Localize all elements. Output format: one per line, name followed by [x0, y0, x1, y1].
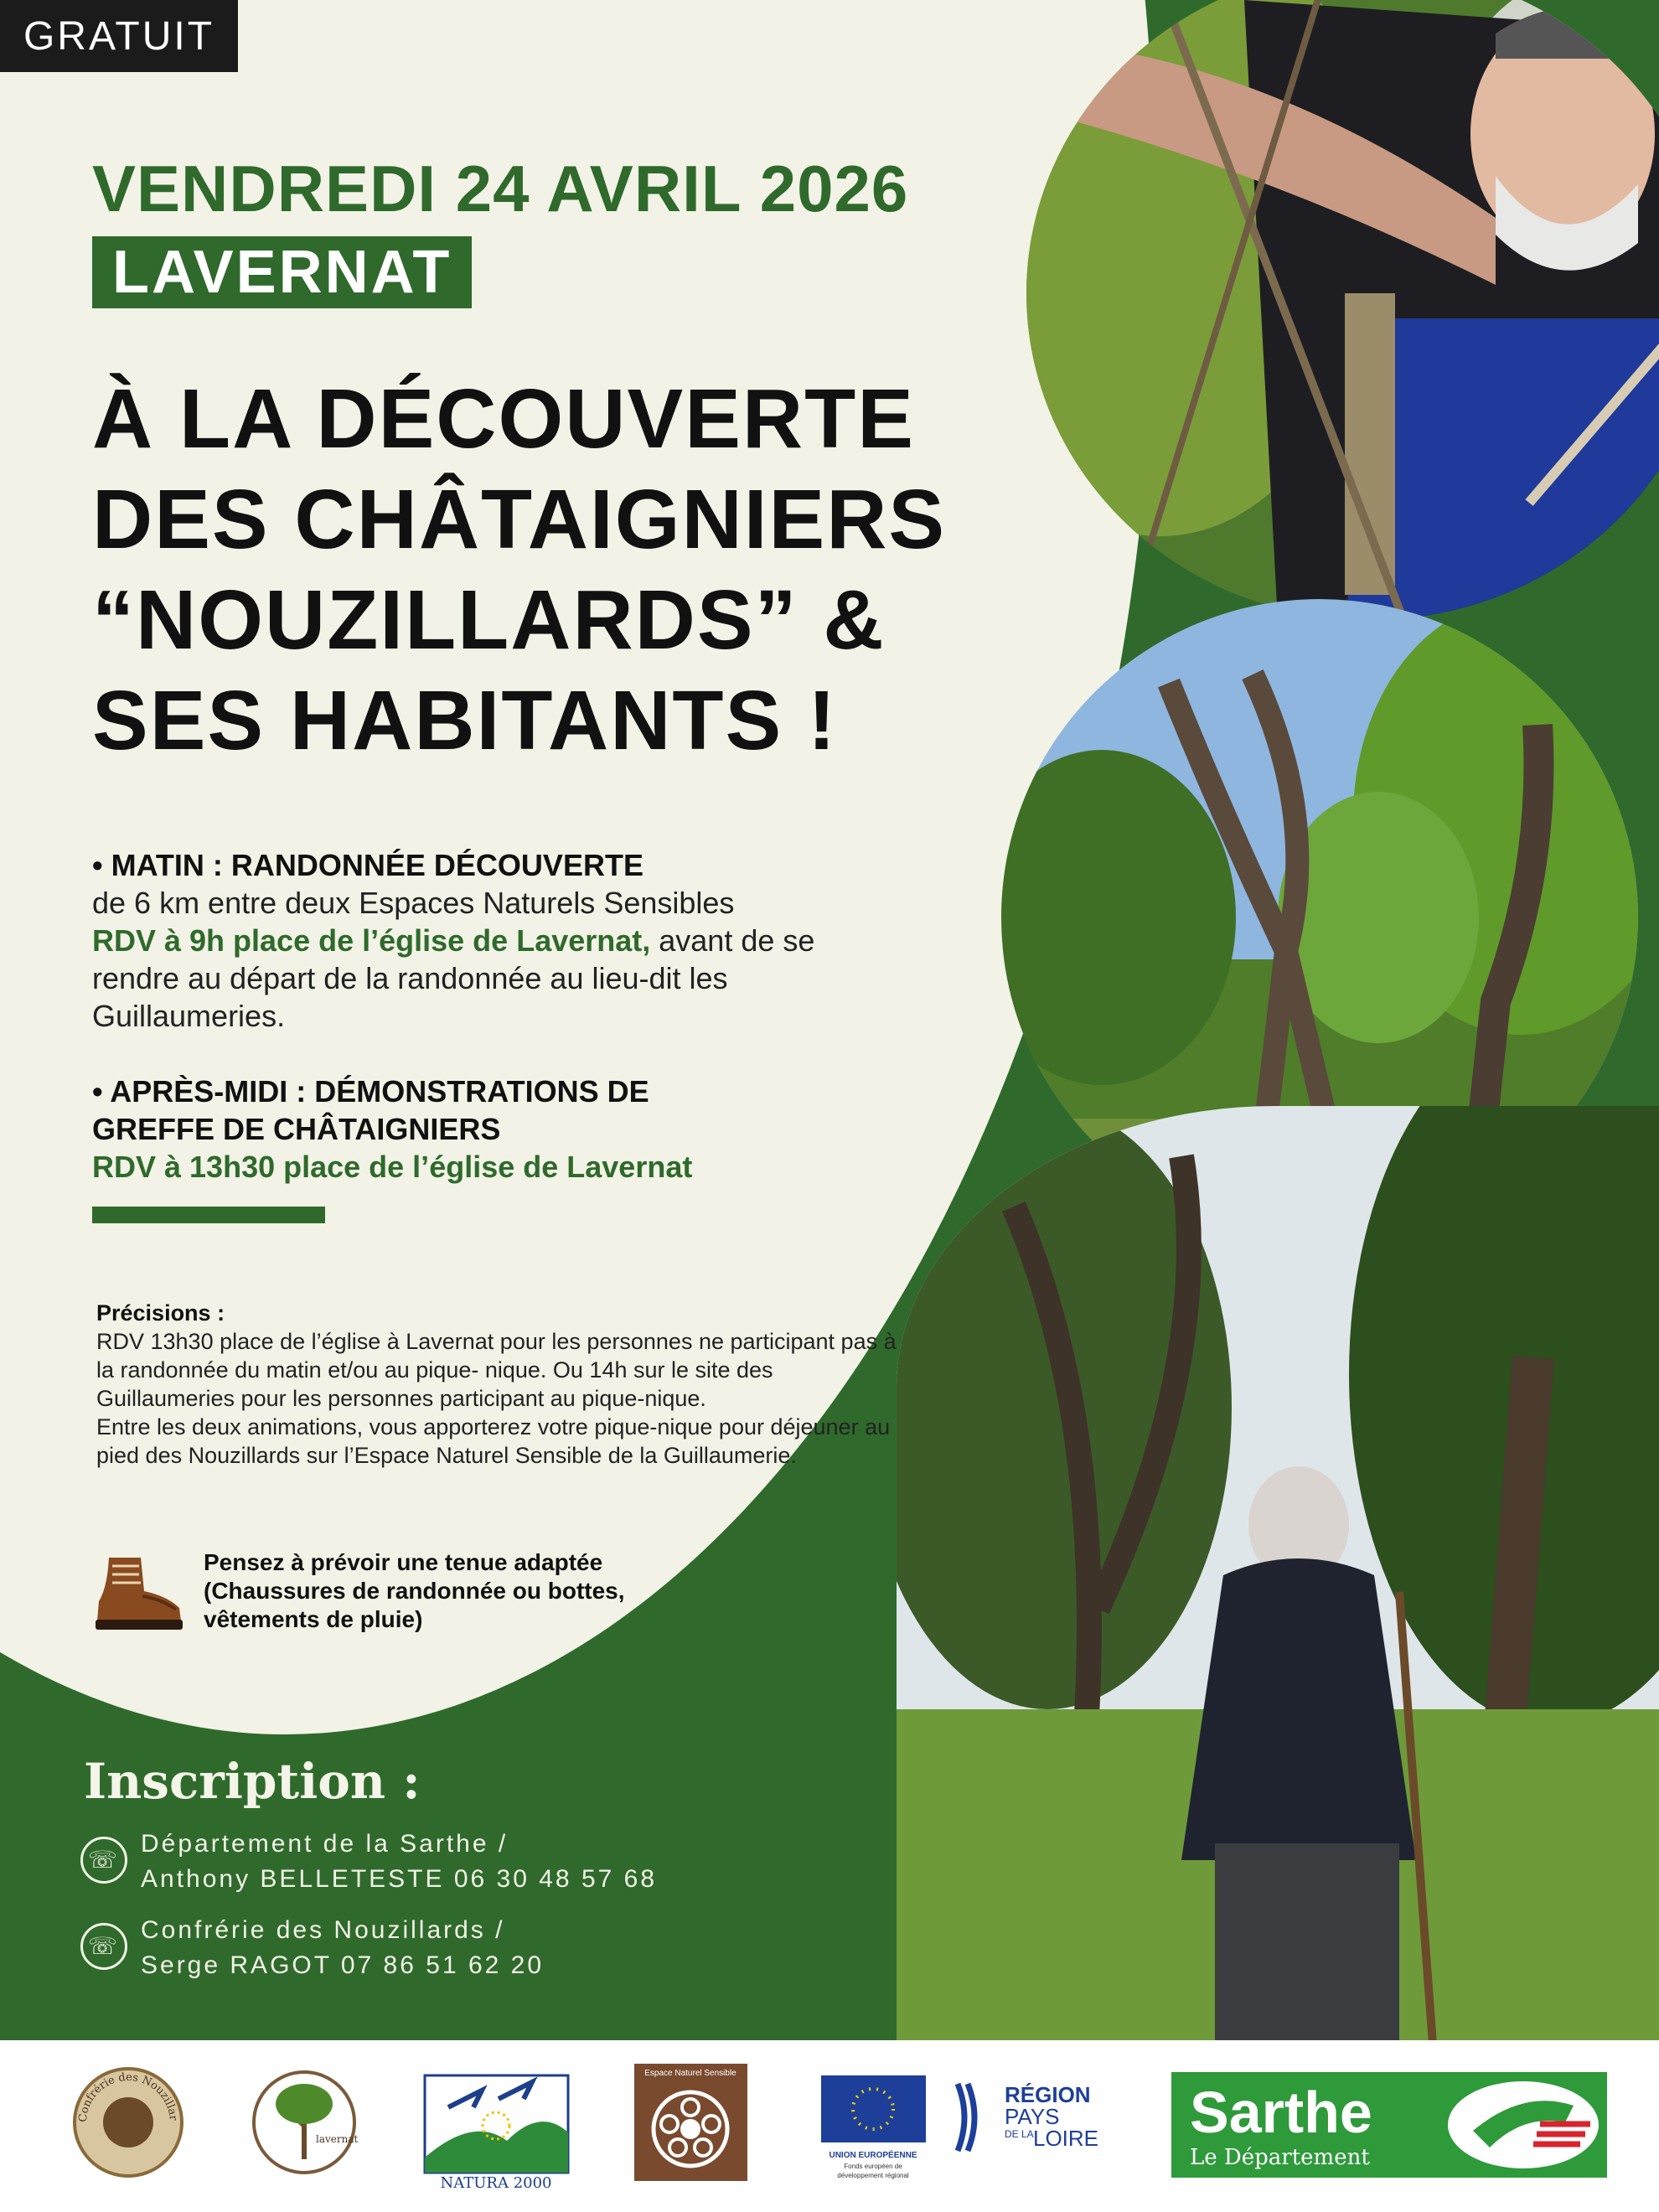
svg-text:Fonds européen de: Fonds européen de [844, 2163, 902, 2170]
hiking-boot-icon [92, 1554, 184, 1631]
morning-heading: • MATIN : RANDONNÉE DÉCOUVERTE [92, 848, 643, 882]
main-title [92, 369, 1031, 771]
contact-text [141, 1827, 657, 1897]
morning-line1: de 6 km entre deux Espaces Naturels Sensibles [92, 886, 735, 920]
contact-org: Confrérie des Nouzillards / [141, 1916, 505, 1944]
svg-text:Le Département: Le Département [1190, 2145, 1370, 2170]
precisions-text2: Entre les deux animations, vous apporterez votre pique-nique pour déjeuner au pied des Nouzillards sur l’Espace Naturel Sensible de la Guillaumerie. [96, 1414, 891, 1468]
phone-icon: ☏ [80, 1923, 127, 1970]
title-line-1: À LA DÉCOUVERTE [92, 372, 915, 466]
svg-text:développement régional: développement régional [837, 2172, 909, 2179]
morning-rest: avant de se rendre au départ de la randonnée au lieu-dit les Guillaumeries. [92, 923, 815, 1033]
contact-person[interactable]: Anthony BELLETESTE 06 30 48 57 68 [141, 1865, 658, 1893]
morning-details [92, 922, 897, 1035]
outfit-advice [204, 1548, 740, 1634]
natura-2000-logo [423, 2074, 570, 2195]
svg-text:NATURA 2000: NATURA 2000 [440, 2174, 552, 2191]
precisions-block [96, 1299, 901, 1470]
sarthe-departement-logo [1171, 2072, 1607, 2182]
svg-text:LOIRE: LOIRE [1033, 2126, 1099, 2151]
afternoon-heading: • APRÈS-MIDI : DÉMONSTRATIONS DE GREFFE DE CHÂTAIGNIERS [92, 1074, 649, 1146]
afternoon-section [92, 1072, 897, 1186]
svg-text:PAYS: PAYS [1005, 2104, 1060, 2129]
outfit-line-2: (Chaussures de randonnée ou bottes, [204, 1578, 625, 1604]
event-date: VENDREDI 24 AVRIL 2026 [92, 152, 909, 225]
svg-text:Sarthe: Sarthe [1190, 2080, 1372, 2145]
event-place: LAVERNAT [92, 236, 472, 308]
outfit-line-3: vêtements de pluie) [204, 1606, 423, 1632]
svg-text:DE LA: DE LA [1005, 2128, 1034, 2140]
section-separator [92, 1207, 325, 1223]
title-line-4: SES HABITANTS ! [92, 674, 838, 767]
svg-text:RÉGION: RÉGION [1005, 2082, 1091, 2107]
svg-text:UNION EUROPÉENNE: UNION EUROPÉENNE [829, 2151, 917, 2160]
svg-text:Confrérie des Nouzillards: Confrérie des Nouzillar [76, 2070, 180, 2123]
free-badge: GRATUIT [0, 0, 238, 72]
lavernat-logo [249, 2067, 359, 2182]
registration-title: Inscription : [84, 1753, 421, 1810]
precisions-title: Précisions : [96, 1300, 225, 1326]
svg-text:Espace Naturel Sensible: Espace Naturel Sensible [644, 2069, 736, 2078]
partner-logos-footer [0, 2040, 1659, 2212]
photo-walker-in-meadow [897, 1106, 1659, 2044]
region-pays-de-la-loire-logo [951, 2075, 1102, 2172]
contact-org: Département de la Sarthe / [141, 1830, 509, 1858]
morning-rdv: RDV à 9h place de l’église de Lavernat, [92, 923, 651, 958]
morning-section [92, 846, 897, 1035]
phone-icon: ☏ [80, 1837, 127, 1884]
title-line-2: DES CHÂTAIGNIERS [92, 473, 947, 566]
afternoon-rdv: RDV à 13h30 place de l’église de Lavernat [92, 1150, 693, 1184]
confrerie-logo [71, 2065, 185, 2184]
contact-text [141, 1913, 544, 1983]
title-line-3: “NOUZILLARDS” & [92, 573, 886, 667]
outfit-line-1: Pensez à prévoir une tenue adaptée [204, 1549, 603, 1575]
contact-person[interactable]: Serge RAGOT 07 86 51 62 20 [141, 1951, 545, 1979]
union-europeenne-logo [821, 2075, 926, 2189]
precisions-text: RDV 13h30 place de l’église à Lavernat pour les personnes ne participant pas à la randonnée du matin et/ou au pique- nique. Ou 14h sur le site des Guillaumeries pour les personnes participant au pique-nique. [96, 1329, 897, 1411]
espace-naturel-sensible-logo [634, 2064, 747, 2185]
svg-text:lavernat: lavernat [316, 2133, 359, 2145]
